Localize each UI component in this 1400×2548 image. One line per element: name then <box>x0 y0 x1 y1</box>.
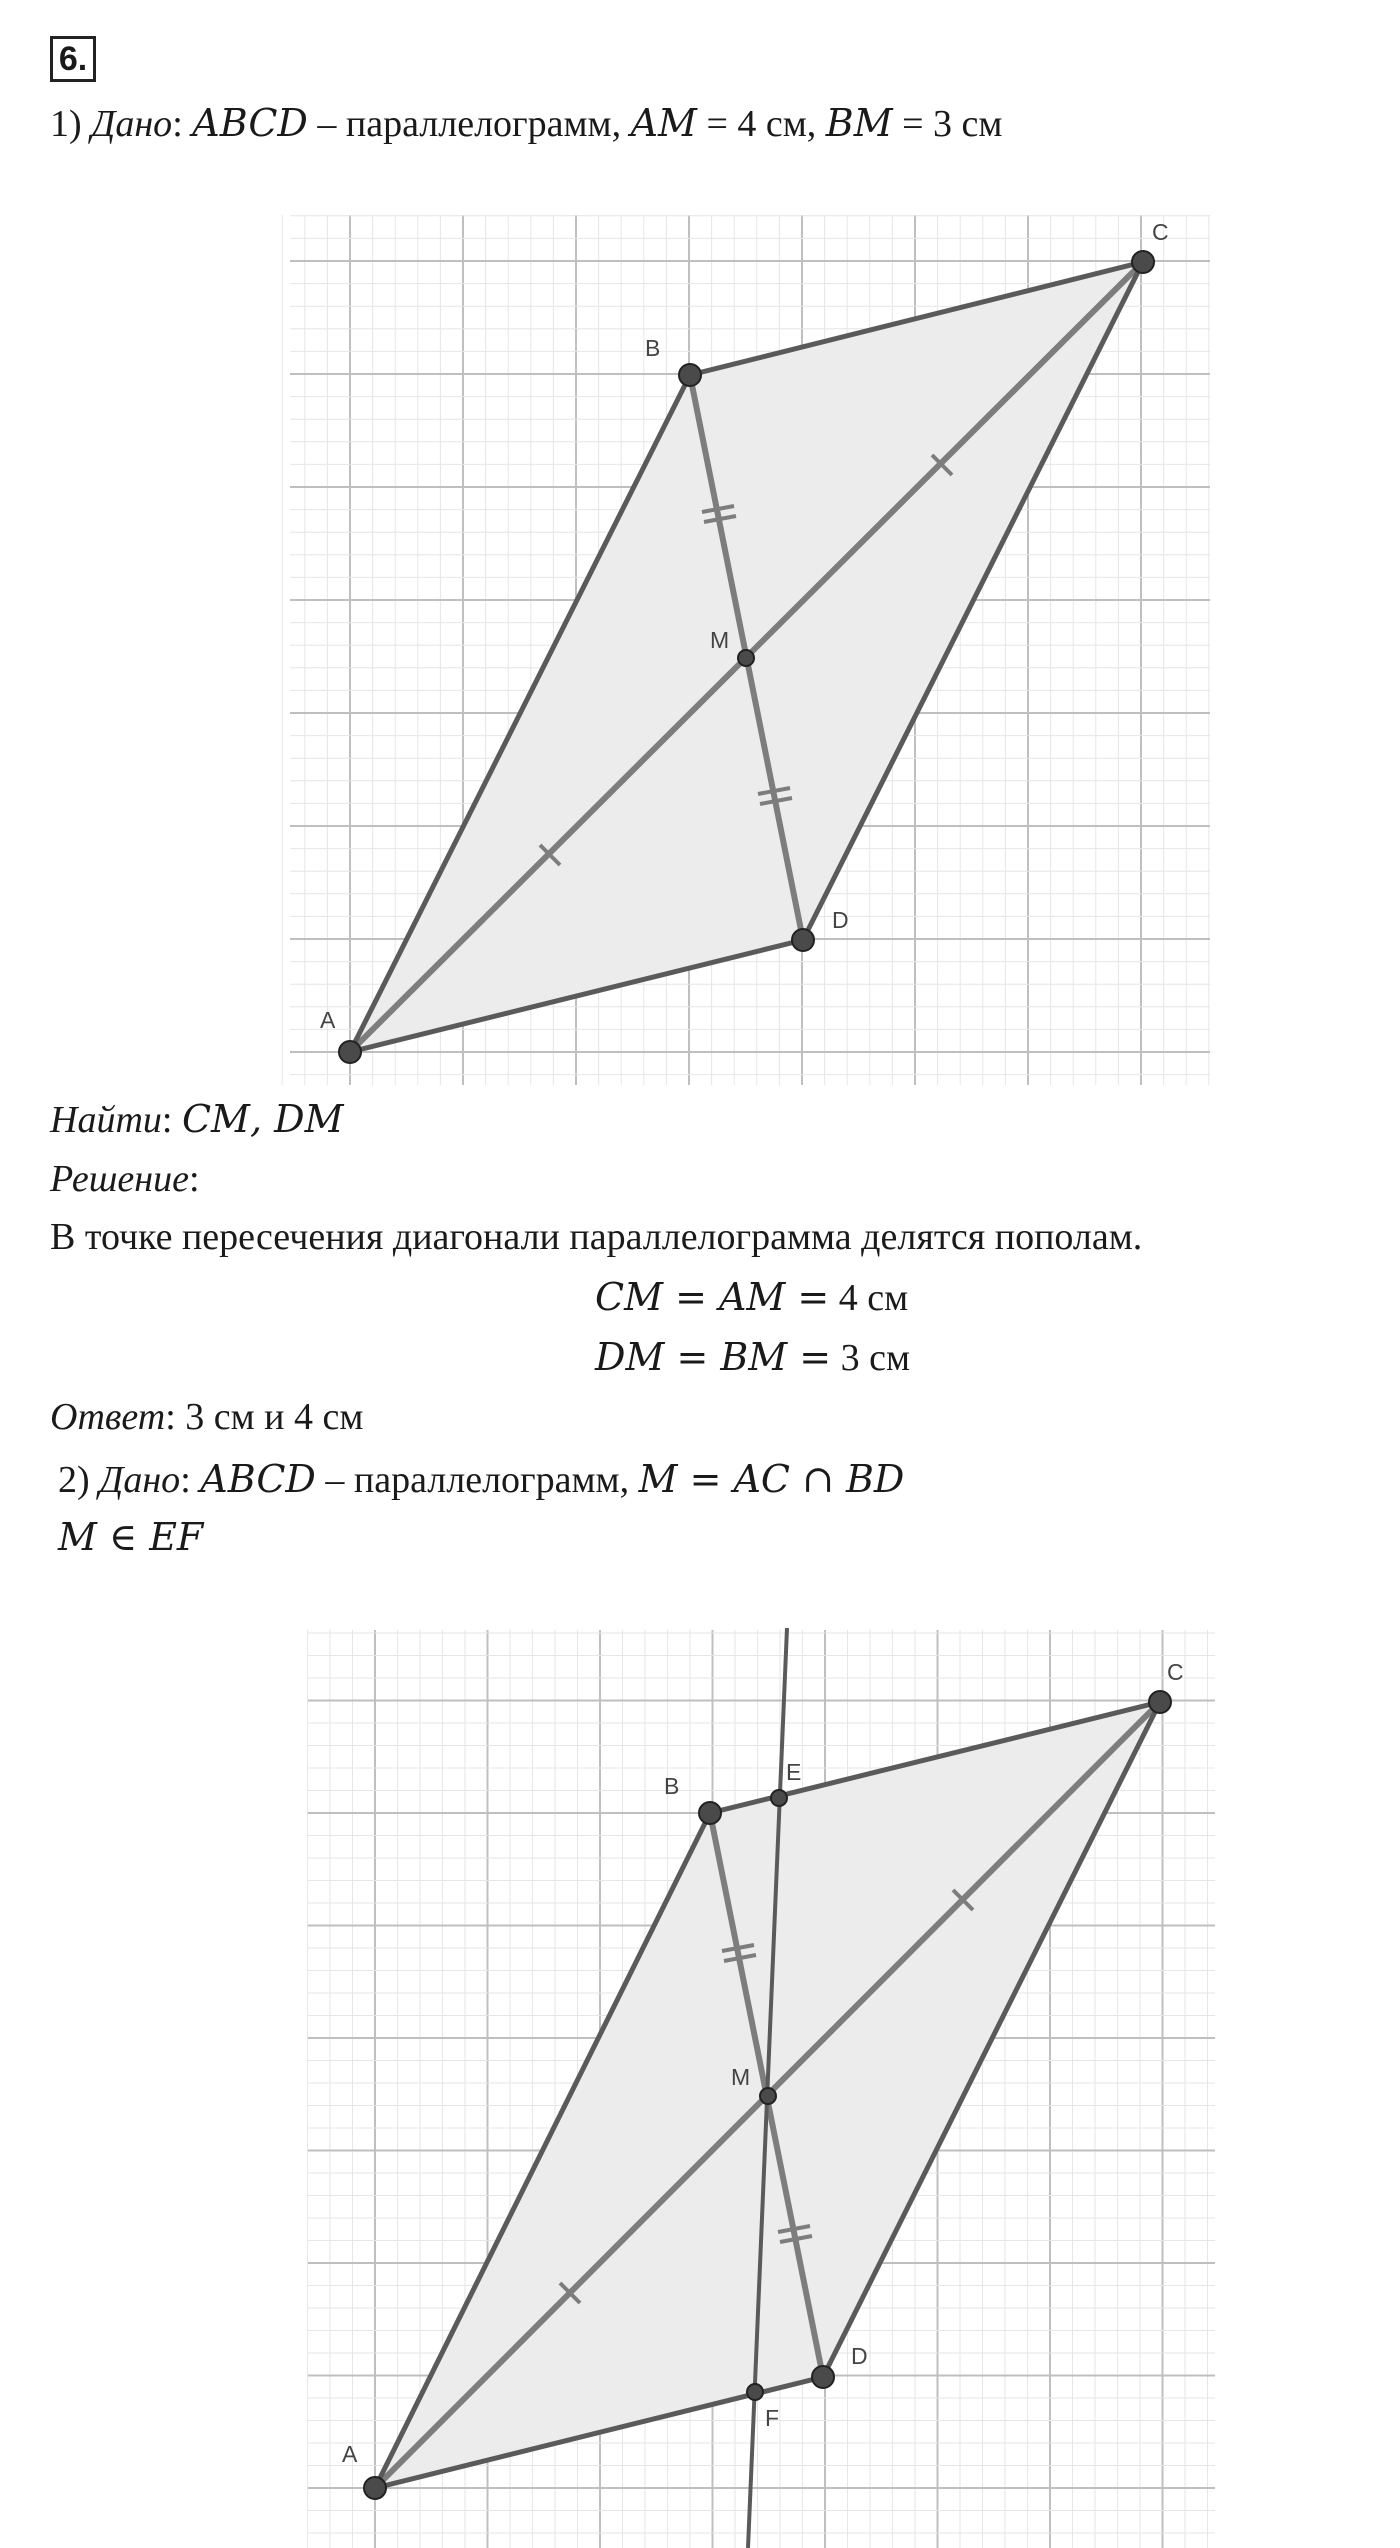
part2-given <box>58 1456 904 1503</box>
figure2-point-f <box>747 2384 763 2400</box>
figure1-point-a <box>339 1041 361 1063</box>
part2-prefix: 2) <box>58 1459 90 1501</box>
figure2-label-a: A <box>342 2441 358 2467</box>
figure2-label-c: C <box>1167 1659 1184 1685</box>
figure2-point-a <box>364 2477 386 2499</box>
figure2-label-m: M <box>731 2064 751 2090</box>
equation-cm-math: CM = AM = <box>595 1275 830 1319</box>
find-label: Найти <box>50 1099 162 1141</box>
part2-given-abcd: ABCD <box>200 1457 316 1501</box>
figure1-diagram <box>280 200 1220 1100</box>
figure1-point-c <box>1132 251 1154 273</box>
part1-solution-heading <box>50 1156 200 1202</box>
given-label: Дано <box>91 103 173 145</box>
solution-text: В точке пересечения диагонали параллелограмма делятся пополам. <box>50 1216 1143 1258</box>
figure1-label-c: C <box>1152 219 1169 245</box>
answer-text: 3 см и 4 см <box>185 1396 364 1438</box>
part1-answer <box>50 1394 363 1440</box>
given-sep: : <box>172 103 183 145</box>
part2-given-m: M = AC ∩ BD <box>638 1457 905 1501</box>
part2-given-line2: M ∈ EF <box>58 1515 204 1559</box>
part2-given-label: Дано <box>99 1459 181 1501</box>
problem-number: 6. <box>50 36 96 82</box>
equation-dm <box>595 1334 910 1381</box>
figure2-label-e: E <box>786 1759 802 1785</box>
given-parallelogram: – параллелограмм, <box>317 103 622 145</box>
equation-dm-value: 3 см <box>840 1337 911 1379</box>
figure1-point-d <box>792 929 814 951</box>
part1-prefix: 1) <box>50 103 82 145</box>
given-bm: BM <box>825 101 893 145</box>
figure1-label-b: B <box>645 335 661 361</box>
solution-sep: : <box>188 1158 200 1200</box>
figure2-point-m <box>760 2088 776 2104</box>
figure2-point-c <box>1149 1691 1171 1713</box>
equation-cm <box>595 1274 908 1321</box>
given-math-abcd: ABCD <box>192 101 308 145</box>
figure1-label-m: M <box>710 627 730 653</box>
figure1-label-d: D <box>832 907 849 933</box>
answer-sep: : <box>165 1396 176 1438</box>
equation-cm-value: 4 см <box>838 1277 909 1319</box>
figure2-point-d <box>812 2366 834 2388</box>
solution-label: Решение <box>50 1158 189 1200</box>
figure2-label-d: D <box>851 2343 868 2369</box>
find-values: CM, DM <box>181 1097 344 1141</box>
figure1-point-m <box>738 650 754 666</box>
figure2-label-f: F <box>765 2405 780 2431</box>
figure2-diagram <box>300 1620 1220 2548</box>
figure1-point-b <box>679 364 701 386</box>
figure1-label-a: A <box>320 1007 336 1033</box>
part2-given-sep: : <box>180 1459 191 1501</box>
part1-given <box>50 100 1002 147</box>
figure2-point-b <box>699 1802 721 1824</box>
given-am: AM <box>630 101 697 145</box>
equation-dm-math: DM = BM = <box>595 1335 832 1379</box>
given-bm-value: = 3 см <box>902 103 1003 145</box>
figure2-label-b: B <box>664 1773 680 1799</box>
part2-given-parallelogram: – параллелограмм, <box>325 1459 630 1501</box>
answer-label: Ответ <box>50 1396 166 1438</box>
given-am-value: = 4 см, <box>706 103 817 145</box>
find-sep: : <box>161 1099 173 1141</box>
part1-find <box>50 1096 343 1143</box>
figure2-point-e <box>771 1790 787 1806</box>
